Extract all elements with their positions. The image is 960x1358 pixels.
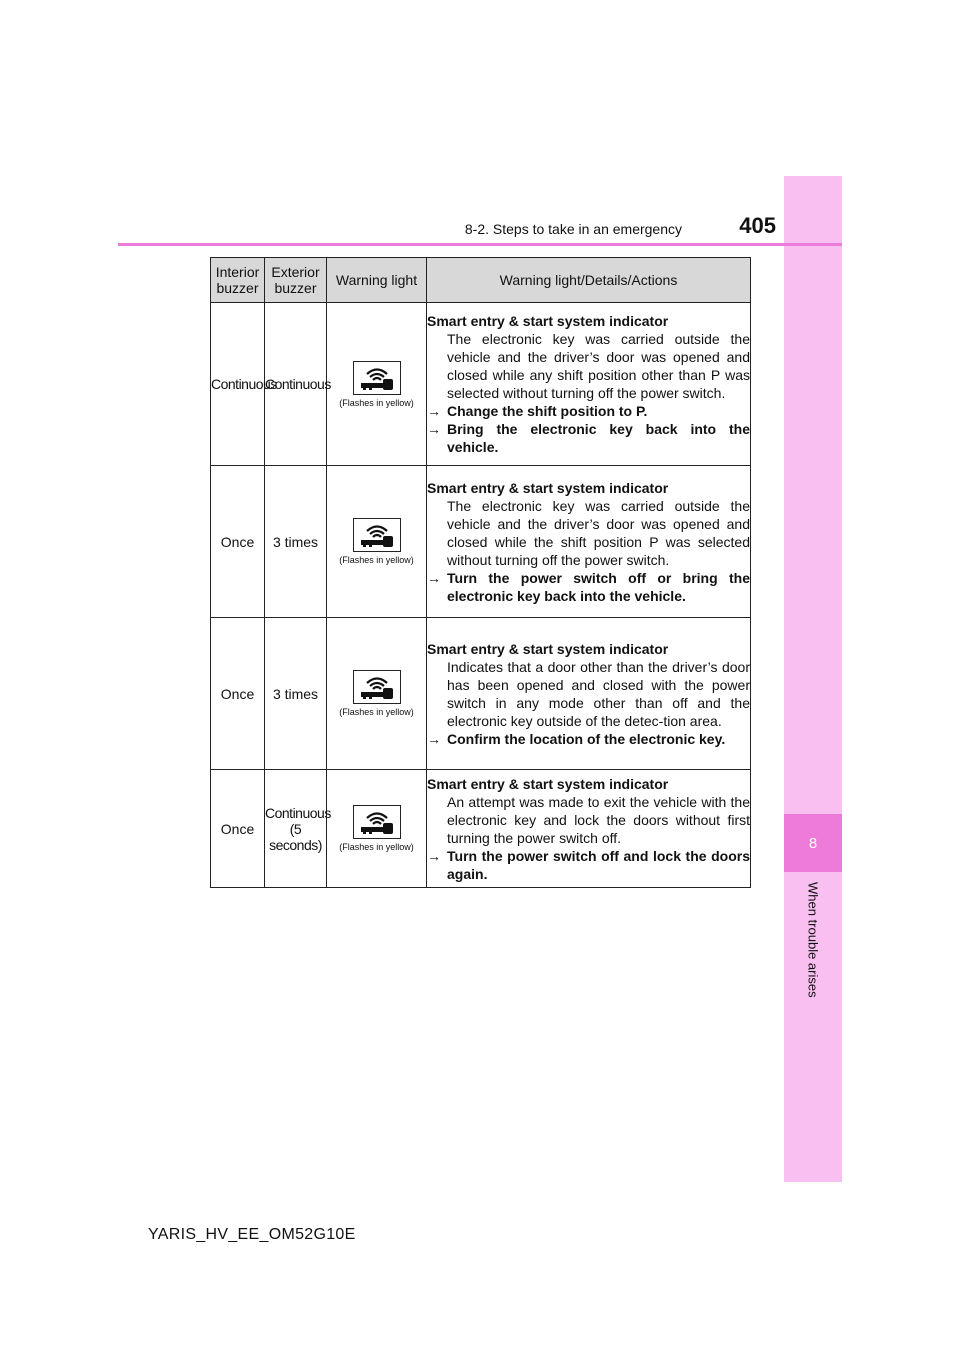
action-item — [427, 569, 750, 605]
smart-key-icon — [353, 670, 401, 704]
header-rule — [118, 243, 842, 246]
arrow-icon: → — [427, 421, 441, 437]
smart-key-icon — [353, 518, 401, 552]
arrow-icon: → — [427, 730, 441, 747]
smart-key-icon — [353, 361, 401, 395]
exterior-buzzer-cell: Continuous (5 seconds) — [265, 770, 327, 888]
warning-light-cell — [327, 618, 427, 770]
interior-buzzer-cell: Once — [211, 466, 265, 618]
exterior-buzzer-cell: Continuous — [265, 303, 327, 466]
header-details: Warning light/Details/Actions — [427, 258, 751, 303]
icon-caption: (Flashes in yellow) — [339, 842, 414, 852]
indicator-title: Smart entry & start system indicator — [427, 775, 669, 792]
indicator-title: Smart entry & start system indicator — [427, 313, 669, 329]
icon-caption: (Flashes in yellow) — [339, 707, 414, 717]
indicator-title: Smart entry & start system indicator — [427, 640, 669, 657]
interior-buzzer-cell: Once — [211, 770, 265, 888]
warning-light-cell — [327, 303, 427, 466]
indicator-description: The electronic key was carried outside the vehicle and the driver’s door was opened and closed while any shift position other than P was selected without turning off the power switch. — [447, 331, 750, 401]
table-row — [211, 466, 751, 618]
details-cell — [427, 618, 751, 770]
action-text: Turn the power switch off and lock the doors again. — [447, 847, 750, 882]
details-cell — [427, 466, 751, 618]
exterior-buzzer-cell: 3 times — [265, 618, 327, 770]
indicator-description: An attempt was made to exit the vehicle with the electronic key and lock the doors without first turning the power switch off. — [447, 793, 750, 846]
interior-buzzer-cell: Continuous — [211, 303, 265, 466]
icon-caption: (Flashes in yellow) — [339, 397, 414, 408]
table-header-row — [211, 258, 751, 303]
chapter-title: When trouble arises — [805, 882, 821, 998]
details-cell — [427, 303, 751, 466]
action-item — [427, 420, 750, 456]
action-item — [427, 847, 750, 883]
action-item — [427, 402, 750, 420]
action-text: Bring the electronic key back into the vehicle. — [447, 421, 750, 455]
arrow-icon: → — [427, 847, 441, 864]
action-item — [427, 730, 750, 748]
indicator-description: The electronic key was carried outside the vehicle and the driver’s door was opened and closed while the shift position P was selected without turning off the power switch. — [447, 497, 750, 568]
chapter-number-badge — [784, 814, 842, 872]
interior-buzzer-cell: Once — [211, 618, 265, 770]
warning-table — [210, 257, 751, 888]
action-text: Turn the power switch off or bring the electronic key back into the vehicle. — [447, 569, 750, 604]
warning-light-cell — [327, 466, 427, 618]
arrow-icon: → — [427, 569, 441, 586]
chapter-number: 8 — [808, 834, 818, 852]
action-text: Confirm the location of the electronic key. — [447, 730, 726, 747]
table-row — [211, 303, 751, 466]
indicator-description: Indicates that a door other than the driver’s door has been opened and closed with the power switch in any mode other than off and the electronic key outside of the detec-tion area. — [447, 658, 750, 729]
header-warning-light: Warning light — [327, 258, 427, 303]
smart-key-icon — [353, 805, 401, 839]
page-number: 405 — [739, 213, 776, 238]
exterior-buzzer-cell: 3 times — [265, 466, 327, 618]
header-interior-buzzer: Interior buzzer — [211, 258, 265, 303]
warning-light-cell — [327, 770, 427, 888]
section-title: 8-2. Steps to take in an emergency — [464, 221, 682, 237]
indicator-title: Smart entry & start system indicator — [427, 479, 669, 496]
table-row — [211, 618, 751, 770]
action-text: Change the shift position to P. — [447, 403, 648, 419]
chapter-side-tab — [784, 176, 842, 1182]
arrow-icon: → — [427, 403, 441, 419]
header-exterior-buzzer: Exterior buzzer — [265, 258, 327, 303]
icon-caption: (Flashes in yellow) — [339, 555, 414, 565]
document-code: YARIS_HV_EE_OM52G10E — [148, 1226, 356, 1243]
details-cell — [427, 770, 751, 888]
table-row — [211, 770, 751, 888]
